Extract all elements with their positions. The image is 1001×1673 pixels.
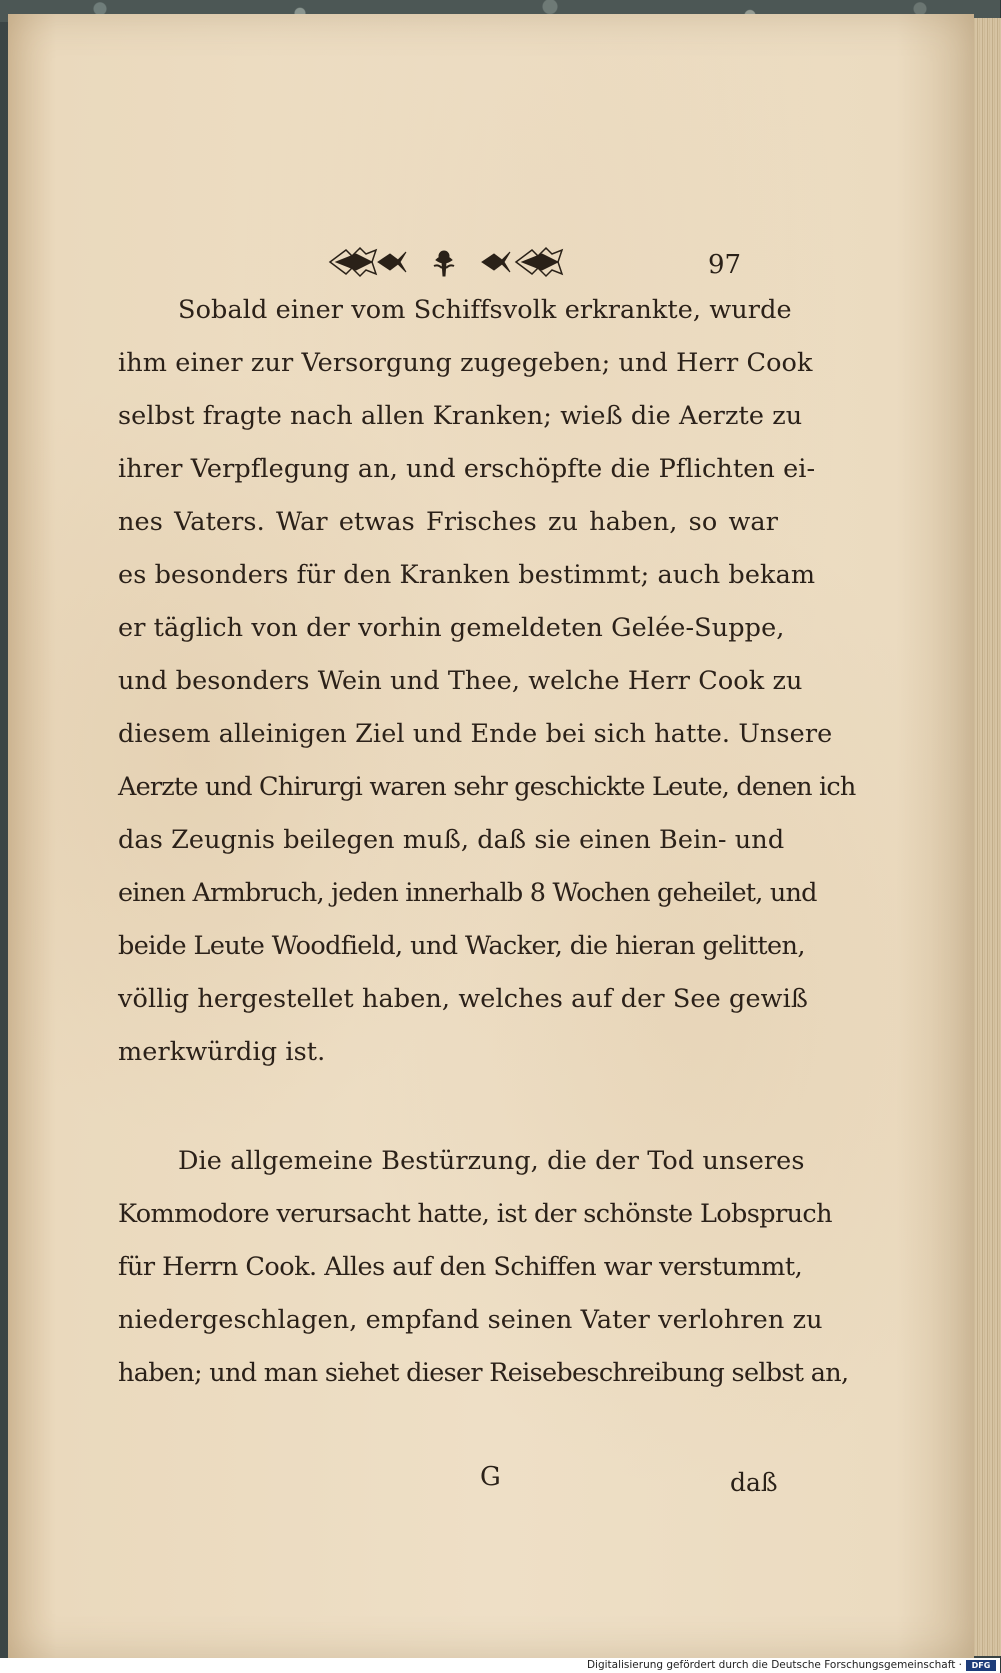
text-line: haben; und man siehet dieser Reisebeschreibung selbst an, [118, 1358, 849, 1388]
text-line: beide Leute Woodfield, und Wacker, die hieran gelitten, [118, 931, 805, 961]
book-page [8, 14, 974, 1658]
signature-mark: G [480, 1462, 501, 1492]
text-line: es besonders für den Kranken bestimmt; auch bekam [118, 560, 816, 590]
paragraph-gap [118, 1079, 778, 1135]
text-line: und besonders Wein und Thee, welche Herr Cook zu [118, 666, 803, 696]
text-line: Die allgemeine Bestürzung, die der Tod unseres [178, 1146, 805, 1176]
footer-bar [0, 1658, 1000, 1673]
paragraph-2 [118, 1135, 849, 1400]
dfg-logo-icon: DFG [966, 1660, 996, 1671]
text-line: selbst fragte nach allen Kranken; wieß die Aerzte zu [118, 401, 803, 431]
text-line: für Herrn Cook. Alles auf den Schiffen war verstummt, [118, 1252, 803, 1282]
text-line: völlig hergestellet haben, welches auf der See gewiß [118, 984, 808, 1014]
text-line: Kommodore verursacht hatte, ist der schönste Lobspruch [118, 1199, 832, 1229]
text-line: niedergeschlagen, empfand seinen Vater verlohren zu [118, 1305, 823, 1335]
text-line: ihrer Verpflegung an, und erschöpfte die Pflichten ei- [118, 454, 816, 484]
text-line: nes Vaters. War etwas Frisches zu haben, so war [118, 507, 778, 537]
paragraph-1 [118, 284, 856, 1079]
text-line: Sobald einer vom Schiffsvolk erkrankte, wurde [178, 295, 792, 325]
text-line: Aerzte und Chirurgi waren sehr geschickte Leute, denen ich [118, 772, 856, 802]
text-line: einen Armbruch, jeden innerhalb 8 Wochen geheilet, und [118, 878, 817, 908]
text-line: diesem alleinigen Ziel und Ende bei sich hatte. Unsere [118, 719, 833, 749]
printer-ornament-icon [326, 242, 566, 282]
text-line: merkwürdig ist. [118, 1037, 326, 1067]
catchword: daß [730, 1468, 778, 1497]
text-line: er täglich von der vorhin gemeldeten Gelée-Suppe, [118, 613, 785, 643]
body-text [118, 284, 856, 1400]
text-line: das Zeugnis beilegen muß, daß sie einen Bein- und [118, 825, 785, 855]
page-number: 97 [708, 250, 742, 280]
funding-credit: Digitalisierung gefördert durch die Deutsche Forschungsgemeinschaft · [586, 1659, 962, 1671]
text-line: ihm einer zur Versorgung zugegeben; und Herr Cook [118, 348, 813, 378]
